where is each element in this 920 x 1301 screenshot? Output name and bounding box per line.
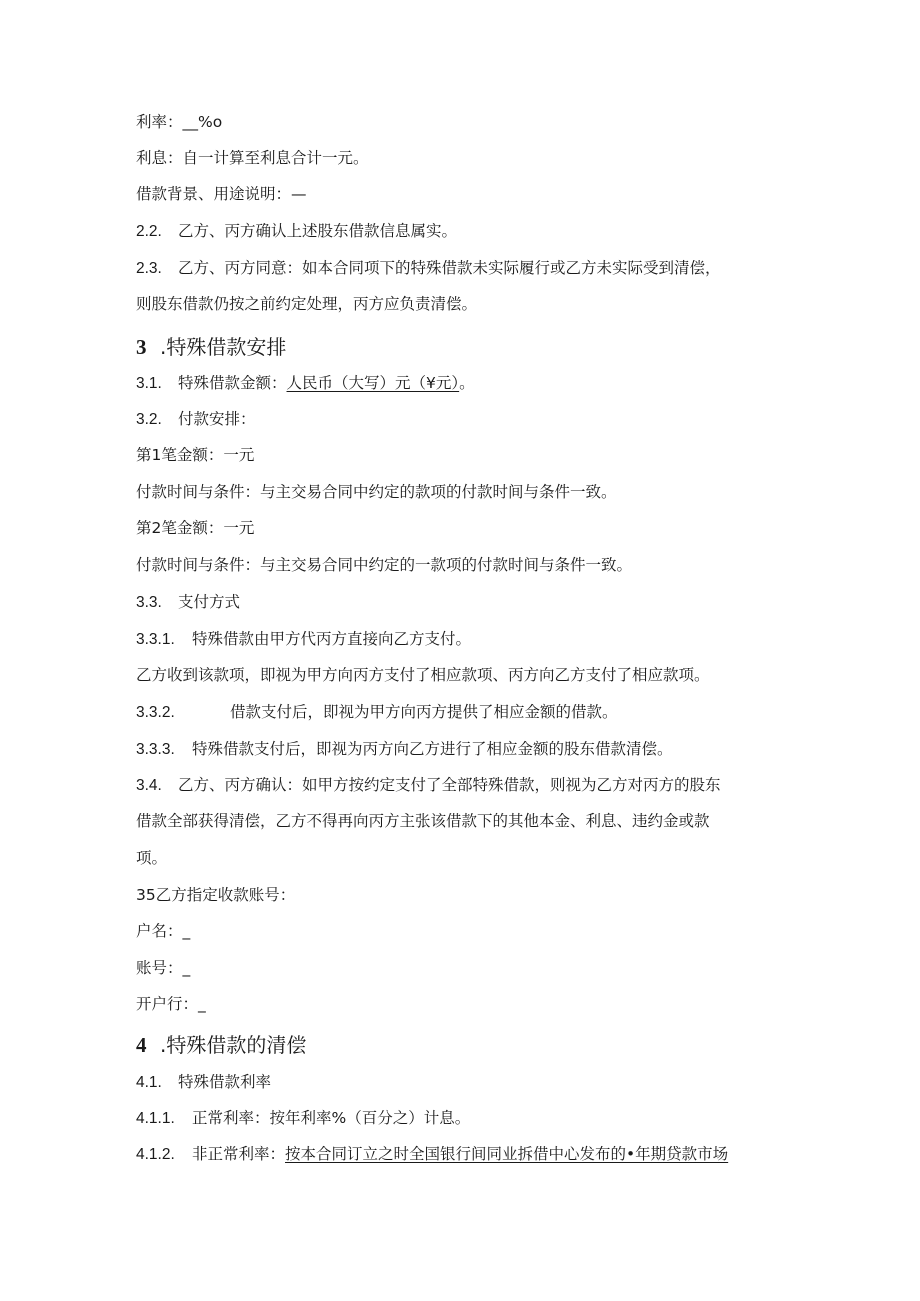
section-number: 3 (136, 335, 147, 359)
section-title: .特殊借款安排 (160, 335, 287, 359)
clause-3-3-3 (136, 739, 673, 760)
clause-3-3 (136, 592, 240, 613)
clause-text: 特殊借款由甲方代丙方直接向乙方支付。 (192, 630, 472, 648)
clause-2-3 (136, 258, 721, 279)
section-number: 4 (136, 1033, 147, 1057)
clause-number: 2.2. (136, 223, 162, 240)
clause-4-1-2 (136, 1144, 728, 1165)
clause-3-4-continued-2: 项。 (136, 849, 168, 867)
clause-3-4 (136, 775, 721, 796)
abnormal-rate-underlined: 按本合同订立之时全国银行间同业拆借中心发布的•年期贷款市场 (285, 1145, 729, 1163)
clause-number: 2.3. (136, 260, 162, 277)
account-number-line: 账号：_ (136, 959, 191, 977)
bank-line: 开户行：_ (136, 995, 206, 1013)
clause-4-1-1 (136, 1108, 470, 1129)
section-title: .特殊借款的清偿 (160, 1033, 307, 1057)
clause-number: 3.2. (136, 411, 162, 428)
clause-number: 3.3.3. (136, 741, 175, 758)
clause-text: 非正常利率： (192, 1145, 286, 1163)
payment-2-terms: 付款时间与条件：与主交易合同中约定的一款项的付款时间与条件一致。 (136, 556, 633, 574)
section-heading-4 (136, 1032, 306, 1058)
interest-rate-line: 利率：__%o (136, 113, 223, 131)
clause-3-3-2 (136, 702, 618, 723)
clause-4-1 (136, 1072, 271, 1093)
payment-1-amount: 第1笔金额：一元 (136, 446, 255, 464)
clause-3-3-1 (136, 629, 471, 650)
clause-2-3-continued: 则股东借款仍按之前约定处理，丙方应负责清偿。 (136, 295, 478, 313)
clause-number: 3.3.1. (136, 631, 175, 648)
interest-line: 利息：自一计算至利息合计一元。 (136, 149, 369, 167)
payment-2-amount: 第2笔金额：一元 (136, 519, 255, 537)
clause-number: 3.3. (136, 594, 162, 611)
clause-text: 正常利率：按年利率%（百分之）计息。 (192, 1109, 471, 1127)
clause-3-2 (136, 409, 256, 430)
clause-text: 乙方、丙方确认上述股东借款信息属实。 (178, 222, 458, 240)
section-heading-3 (136, 334, 286, 360)
clause-2-2 (136, 221, 457, 242)
clause-number: 4.1.1. (136, 1110, 175, 1127)
clause-text: 乙方、丙方同意：如本合同项下的特殊借款未实际履行或乙方未实际受到清偿， (178, 259, 721, 277)
clause-number: 4.1. (136, 1074, 162, 1091)
clause-text: 借款支付后，即视为甲方向丙方提供了相应金额的借款。 (230, 703, 618, 721)
clause-number: 4.1.2. (136, 1146, 175, 1163)
clause-3-4-continued: 借款全部获得清偿，乙方不得再向丙方主张该借款下的其他本金、利息、违约金或款 (136, 812, 710, 830)
payment-1-terms: 付款时间与条件：与主交易合同中约定的款项的付款时间与条件一致。 (136, 483, 617, 501)
designated-account-line: 35乙方指定收款账号： (136, 886, 296, 904)
clause-3-1 (136, 373, 475, 394)
clause-text: 乙方、丙方确认：如甲方按约定支付了全部特殊借款，则视为乙方对丙方的股东 (178, 776, 721, 794)
clause-text: 特殊借款支付后，即视为丙方向乙方进行了相应金额的股东借款清偿。 (192, 740, 673, 758)
clause-number: 3.3.2. (136, 704, 175, 721)
clause-text: 特殊借款利率 (178, 1073, 272, 1091)
clause-number: 3.4. (136, 777, 162, 794)
clause-text: 付款安排： (178, 410, 256, 428)
clause-number: 3.1. (136, 375, 162, 392)
loan-background-line: 借款背景、用途说明：— (136, 185, 307, 203)
clause-3-3-1-continued: 乙方收到该款项，即视为甲方向丙方支付了相应款项、丙方向乙方支付了相应款项。 (136, 666, 710, 684)
clause-tail: 。 (459, 374, 475, 392)
clause-text: 支付方式 (178, 593, 241, 611)
account-name-line: 户名：_ (136, 922, 191, 940)
clause-text: 特殊借款金额： (178, 374, 287, 392)
loan-amount-underlined: 人民币（大写）元（¥元） (286, 374, 460, 392)
